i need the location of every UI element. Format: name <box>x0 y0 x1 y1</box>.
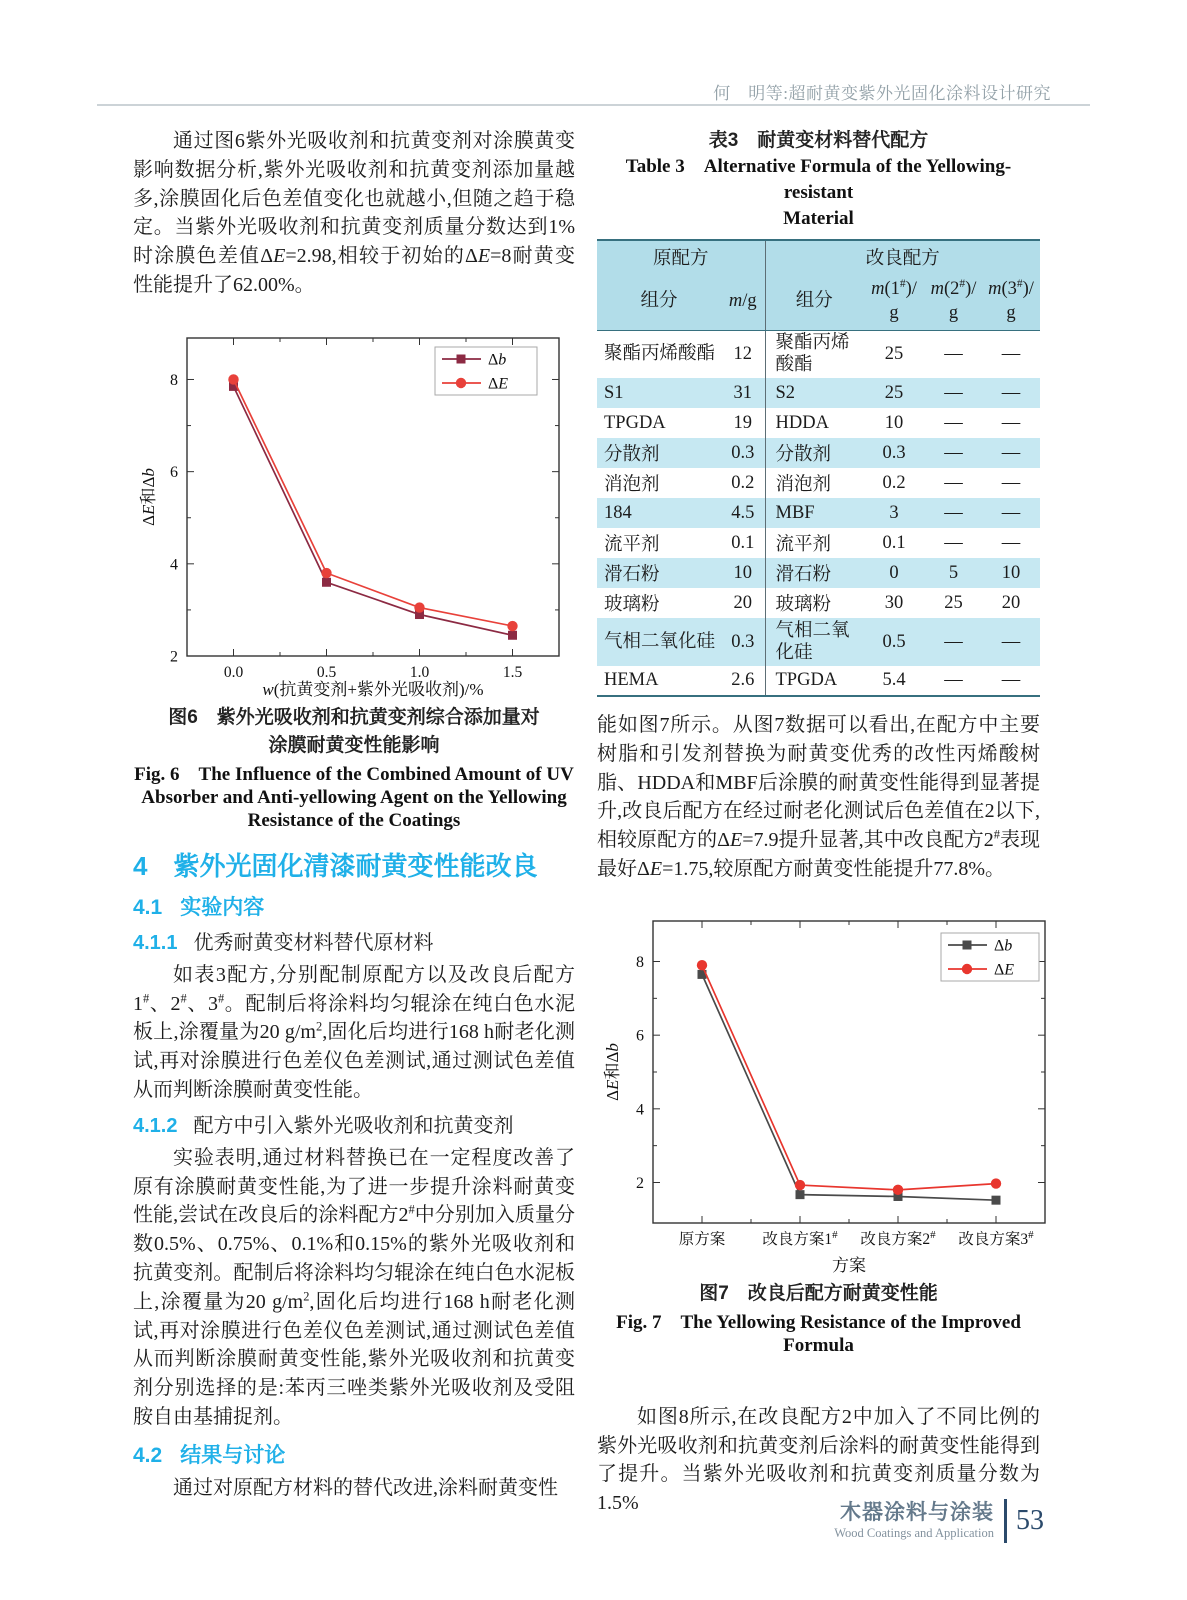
section-number: 4 <box>133 850 148 881</box>
data-point <box>322 578 331 587</box>
table-header-comp: 组分 <box>597 272 721 330</box>
table-cell: 消泡剂 <box>604 475 660 495</box>
legend-label: Δb <box>488 351 507 369</box>
y-tick-label: 6 <box>170 463 178 481</box>
legend-marker <box>962 964 972 974</box>
table-cell: 20 <box>1001 592 1021 613</box>
table-cell: — <box>944 344 963 365</box>
table-cell: 分散剂 <box>765 438 863 468</box>
table-cell: — <box>944 502 963 523</box>
table-cell: 0.2 <box>731 472 755 493</box>
fig6-chart <box>139 322 571 702</box>
fig7-caption <box>597 1280 1040 1357</box>
y-tick-label: 2 <box>170 648 178 666</box>
fig6-caption-cn-line2: 涂膜耐黄变性能影响 <box>268 734 440 756</box>
y-tick-label: 4 <box>170 556 178 574</box>
table-cell: — <box>1001 472 1021 493</box>
data-point <box>697 960 707 970</box>
table3-head <box>597 240 1040 330</box>
figure-7 <box>597 906 1040 1357</box>
table-cell: — <box>944 632 963 652</box>
table-cell: 0 <box>889 562 899 583</box>
table-row <box>597 438 1040 468</box>
table-row <box>597 272 1040 330</box>
table-cell: — <box>1001 344 1021 365</box>
table-row <box>597 240 1040 272</box>
table-cell: S2 <box>765 378 863 408</box>
table-cell: 消泡剂 <box>765 468 863 498</box>
footer <box>834 1499 1044 1543</box>
legend-marker <box>456 378 466 388</box>
right-column <box>597 128 1040 1518</box>
table-cell: HDDA <box>765 408 863 438</box>
table-cell: 0.1 <box>731 532 755 553</box>
y-tick-label: 2 <box>636 1174 644 1192</box>
table-cell: 0.3 <box>731 442 755 463</box>
journal-names <box>834 1501 994 1541</box>
data-point <box>893 1184 903 1194</box>
running-head: 何 明等:超耐黄变紫外光固化涂料设计研究 <box>713 84 1051 103</box>
table-header-impr: 改良配方 <box>765 240 1040 272</box>
table-cell: 25 <box>884 382 904 403</box>
fig7-chart <box>603 906 1057 1278</box>
left-column <box>133 127 575 1503</box>
x-tick-label: 改良方案2# <box>860 1228 936 1248</box>
x-tick-label: 0.0 <box>223 663 244 681</box>
table-cell: 聚酯丙烯 酸酯 <box>765 330 863 378</box>
heading-title: 结果与讨论 <box>180 1443 286 1467</box>
table-cell: — <box>1001 382 1021 403</box>
figure-6 <box>133 322 575 832</box>
paragraph-intro: 通过图6紫外光吸收剂和抗黄变剂对涂膜黄变影响数据分析,紫外光吸收剂和抗黄变剂添加量越多,涂膜固化后色差值变化也就越小,但随之趋于稳定。当紫外光吸收剂和抗黄变剂质量分数达到1%时涂膜色差值ΔE=2.98,相较于初始的ΔE=8耐黄变性能提升了62.00%。 <box>133 130 576 296</box>
fig6-caption <box>133 704 575 832</box>
x-tick-label: 1.5 <box>502 663 523 681</box>
table-cell: 5.4 <box>882 670 906 690</box>
data-point <box>796 1190 805 1199</box>
x-tick-label: 1.0 <box>409 663 430 681</box>
heading-4-1-1 <box>133 930 575 957</box>
footer-divider <box>1004 1499 1007 1543</box>
table3-title-en-line2: Material <box>783 208 854 229</box>
heading-title: 实验内容 <box>180 895 265 919</box>
table-cell: 聚酯丙烯酸酯 <box>604 344 716 365</box>
y-axis-label: ΔE和Δb <box>139 467 158 526</box>
heading-number: 4.2 <box>133 1443 163 1467</box>
data-point <box>414 602 424 612</box>
paragraph-fig8: 如图8所示,在改良配方2中加入了不同比例的紫外光吸收剂和抗黄变剂后涂料的耐黄变性能得到了提升。当紫外光吸收剂和抗黄变剂质量分数为1.5% <box>597 1405 1040 1515</box>
fig6-caption-cn-line1: 图6 紫外光吸收剂和抗黄变剂综合添加量对 <box>168 706 540 728</box>
table-cell: — <box>1001 670 1021 690</box>
journal-name-cn: 木器涂料与涂装 <box>840 1501 994 1524</box>
heading-title: 配方中引入紫外光吸收剂和抗黄变剂 <box>193 1114 514 1137</box>
paragraph-4-1-1: 如表3配方,分别配制原配方以及改良后配方1#、2#、3#。配制后将涂料均匀辊涂在纯白色水泥板上,涂覆量为20 $g/m^2$,固化后均进行168 h耐老化测试,再对涂膜进行色差仪色差测试,通过测试色差值从而判断涂膜耐黄变性能。 <box>133 963 576 1101</box>
table-cell: — <box>1001 632 1021 652</box>
table-row <box>597 498 1040 528</box>
fig7-chart-area <box>597 906 1040 1278</box>
table-cell: 5 <box>948 562 959 583</box>
table-row <box>597 588 1040 618</box>
fig6-chart-area <box>133 322 575 702</box>
legend-box <box>435 347 537 395</box>
y-tick-label: 8 <box>636 953 644 971</box>
legend-box <box>941 933 1039 981</box>
table-cell: 0.2 <box>882 472 906 493</box>
table-cell: 10 <box>884 412 904 433</box>
table-cell: 0.5 <box>882 632 906 652</box>
legend-marker <box>963 940 972 949</box>
table-cell: 10 <box>733 562 752 583</box>
table-header-orig: 原配方 <box>652 248 709 269</box>
y-axis-label: ΔE和Δb <box>603 1042 622 1101</box>
table-cell: — <box>944 382 963 403</box>
table-cell: 20 <box>733 592 752 613</box>
table-row <box>597 378 1040 408</box>
y-tick-label: 4 <box>636 1101 644 1119</box>
x-tick-label: 0.5 <box>316 663 337 681</box>
table-cell: 184 <box>604 502 632 523</box>
fig6-caption-en: Fig. 6 The Influence of the Combined Amount of UV Absorber and Anti-yellowing Agent on the Yellowing Resistance of the Coatings <box>134 763 574 831</box>
x-tick-label: 改良方案3# <box>958 1228 1034 1248</box>
table-cell: MBF <box>765 498 863 528</box>
x-axis-label: 方案 <box>832 1255 866 1275</box>
table-header-comp2: 组分 <box>765 272 863 330</box>
x-axis-label: w(抗黄变剂+紫外光吸收剂)/% <box>262 679 484 699</box>
table-cell: — <box>944 532 963 553</box>
table-cell: 10 <box>1001 562 1021 583</box>
legend-label: ΔE <box>994 961 1015 979</box>
data-point <box>321 568 331 578</box>
table-cell: 0.1 <box>882 532 906 553</box>
table-cell: 19 <box>733 412 752 433</box>
heading-4-1 <box>133 894 575 922</box>
heading-number: 4.1.2 <box>133 1114 178 1137</box>
table-row <box>597 330 1040 378</box>
journal-name-en: Wood Coatings and Application <box>834 1526 994 1540</box>
table-cell: — <box>944 670 963 690</box>
fig7-caption-cn: 图7 改良后配方耐黄变性能 <box>699 1282 938 1304</box>
heading-number: 4.1 <box>133 895 163 919</box>
table-cell: 气相二氧化硅 <box>604 632 716 652</box>
table-cell: 玻璃粉 <box>765 588 863 618</box>
table-cell: 31 <box>733 382 752 403</box>
data-point <box>992 1195 1001 1204</box>
table-header-m3: m(3#)/ g <box>982 272 1040 330</box>
table-cell: 4.5 <box>731 502 755 523</box>
data-point <box>991 1178 1001 1188</box>
paragraph-4-2: 通过对原配方材料的替代改进,涂料耐黄变性 <box>173 1476 558 1499</box>
table-cell: 3 <box>889 502 899 523</box>
series-line-Δb <box>702 974 996 1200</box>
table-cell: — <box>944 472 963 493</box>
table-cell: 流平剂 <box>604 535 660 555</box>
section-title: 紫外光固化清漆耐黄变性能改良 <box>173 850 538 881</box>
table-cell: — <box>944 442 963 463</box>
table-cell: — <box>1001 532 1021 553</box>
table3-title-en <box>597 154 1040 232</box>
table-cell: S1 <box>604 382 624 403</box>
y-tick-label: 6 <box>636 1027 644 1045</box>
table-row <box>597 666 1040 696</box>
heading-title: 优秀耐黄变材料替代原材料 <box>193 931 434 954</box>
paragraph-results: 能如图7所示。从图7数据可以看出,在配方中主要树脂和引发剂替换为耐黄变优秀的改性丙烯酸树脂、HDDA和MBF后涂膜的耐黄变性能得到显著提升,改良后配方在经过耐老化测试后色差值在2以下,相较原配方的ΔE=7.9提升显著,其中改良配方2#表现最好ΔE=1.75,较原配方耐黄变性能提升77.8%。 <box>597 714 1041 880</box>
data-point <box>508 631 517 640</box>
table-header-m1: m(1#)/ g <box>863 272 925 330</box>
heading-number: 4.1.1 <box>133 931 178 954</box>
series-line-Δb <box>234 386 513 635</box>
table-cell: — <box>1001 442 1021 463</box>
data-point <box>795 1180 805 1190</box>
paragraph-4-1-2: 实验表明,通过材料替换已在一定程度改善了原有涂膜耐黄变性能,为了进一步提升涂料耐黄变性能,尝试在改良后的涂料配方2#中分别加入质量分数0.5%、0.75%、0.1%和0.15%的紫外光吸收剂和抗黄变剂。配制后将涂料均匀辊涂在纯白色水泥板上,涂覆量为20 $g/m^2$,固化后均进行168 h耐老化测试,再对涂膜进行色差仪色差测试,通过测试色差值从而判断涂膜耐黄变性能,紫外光吸收剂和抗黄变剂分别选择的是:苯丙三唑类紫外光吸收剂及受阻胺自由基捕捉剂。 <box>133 1146 576 1428</box>
fig6-caption-cn <box>133 704 575 760</box>
table-cell: — <box>1001 412 1021 433</box>
table-cell: 气相二氧 化硅 <box>765 618 863 666</box>
table3-title-en-line1: Table 3 Alternative Formula of the Yellowing-resistant <box>625 156 1012 203</box>
fig7-caption-en: Fig. 7 The Yellowing Resistance of the Improved Formula <box>616 1311 1021 1356</box>
table-cell: 玻璃粉 <box>604 595 660 615</box>
table-row <box>597 408 1040 438</box>
table-cell: 25 <box>884 344 904 365</box>
data-point <box>507 621 517 631</box>
page-number: 53 <box>1016 1505 1044 1536</box>
heading-4-1-2 <box>133 1113 575 1140</box>
table-row <box>597 468 1040 498</box>
table3-title-cn: 表3 耐黄变材料替代配方 <box>708 130 929 151</box>
table-cell: TPGDA <box>765 666 863 696</box>
table-cell: 滑石粉 <box>604 565 660 585</box>
series-line-ΔE <box>234 379 513 626</box>
table-cell: 2.6 <box>731 670 755 690</box>
series-line-ΔE <box>702 965 996 1190</box>
legend-label: ΔE <box>488 375 509 393</box>
table-cell: TPGDA <box>604 412 666 433</box>
table-cell: 25 <box>944 592 963 613</box>
table-cell: 流平剂 <box>765 528 863 558</box>
table-cell: HEMA <box>604 670 659 690</box>
table-cell: — <box>944 412 963 433</box>
table-cell: — <box>1001 502 1021 523</box>
table-header-m2: m(2#)/ g <box>925 272 982 330</box>
data-point <box>228 374 238 384</box>
table-row <box>597 618 1040 666</box>
table3-body <box>597 330 1040 696</box>
legend-label: Δb <box>994 937 1013 955</box>
table-cell: 分散剂 <box>604 445 660 465</box>
heading-4-2 <box>133 1442 575 1470</box>
legend-marker <box>457 354 466 363</box>
table3 <box>597 239 1040 697</box>
table-cell: 滑石粉 <box>765 558 863 588</box>
table-cell: 30 <box>884 592 904 613</box>
x-tick-label: 原方案 <box>678 1230 726 1248</box>
table-row <box>597 558 1040 588</box>
section-heading-4 <box>133 848 575 884</box>
y-tick-label: 8 <box>170 371 178 389</box>
header-rule <box>97 104 1090 106</box>
table-cell: 12 <box>733 344 752 365</box>
table-cell: 0.3 <box>731 632 755 652</box>
table-row <box>597 528 1040 558</box>
x-tick-label: 改良方案1# <box>762 1228 838 1248</box>
table-cell: 0.3 <box>882 442 906 463</box>
table-header-mg: m/g <box>721 272 765 330</box>
